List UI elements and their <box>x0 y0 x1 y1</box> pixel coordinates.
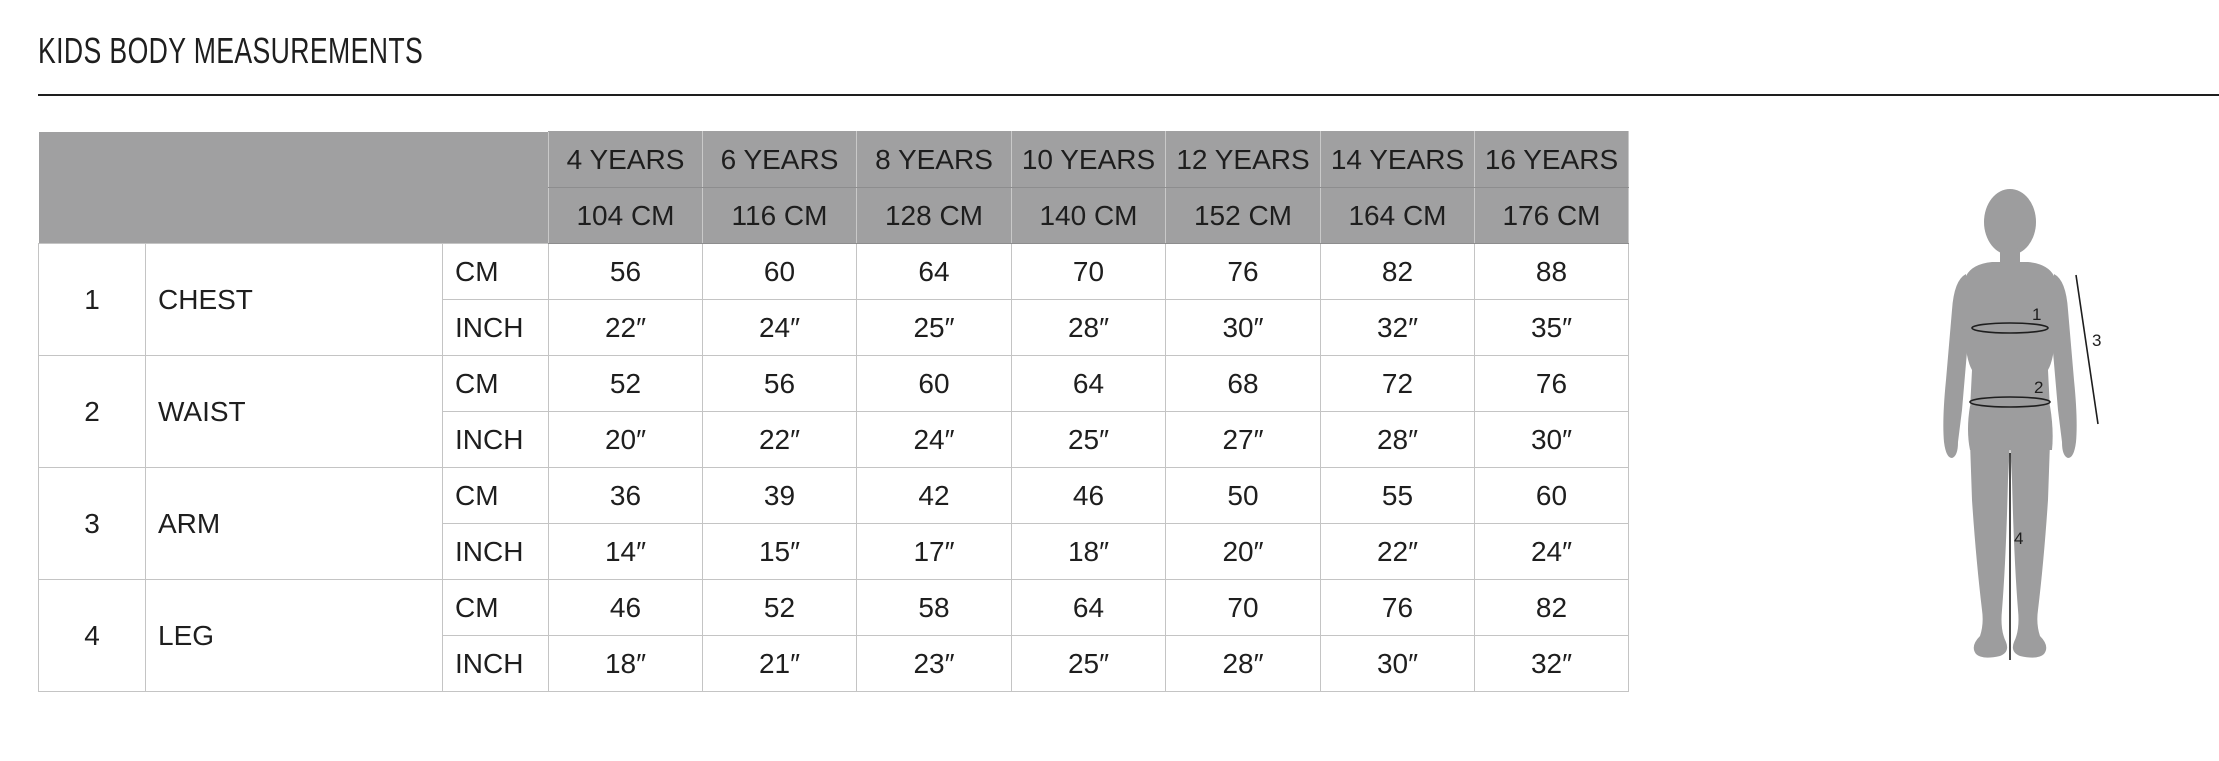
age-header: 16 YEARS <box>1475 132 1629 188</box>
measurement-value: 30″ <box>1475 412 1629 468</box>
age-header-row <box>39 132 1629 188</box>
unit-label: CM <box>443 580 549 636</box>
measurement-value: 64 <box>1012 580 1166 636</box>
unit-label: CM <box>443 244 549 300</box>
measurement-value: 42 <box>857 468 1012 524</box>
measurement-value: 25″ <box>1012 412 1166 468</box>
measurement-value: 50 <box>1166 468 1321 524</box>
age-header: 10 YEARS <box>1012 132 1166 188</box>
height-header: 128 CM <box>857 188 1012 244</box>
measurement-value: 55 <box>1321 468 1475 524</box>
age-header: 14 YEARS <box>1321 132 1475 188</box>
measurement-value: 68 <box>1166 356 1321 412</box>
height-header: 116 CM <box>703 188 857 244</box>
measurement-number: 2 <box>39 356 146 468</box>
leg-marker-label: 4 <box>2014 529 2024 548</box>
page-title: KIDS BODY MEASUREMENTS <box>38 30 424 71</box>
measurement-value: 72 <box>1321 356 1475 412</box>
height-header: 152 CM <box>1166 188 1321 244</box>
measurement-value: 17″ <box>857 524 1012 580</box>
table-row <box>39 244 1629 300</box>
measurement-value: 27″ <box>1166 412 1321 468</box>
measurement-value: 36 <box>549 468 703 524</box>
measurement-value: 20″ <box>1166 524 1321 580</box>
measurement-value: 28″ <box>1321 412 1475 468</box>
measurement-value: 14″ <box>549 524 703 580</box>
measurement-value: 23″ <box>857 636 1012 692</box>
age-header: 6 YEARS <box>703 132 857 188</box>
table-row <box>39 580 1629 636</box>
measurement-value: 70 <box>1166 580 1321 636</box>
measurement-value: 28″ <box>1166 636 1321 692</box>
age-header: 12 YEARS <box>1166 132 1321 188</box>
unit-label: CM <box>443 356 549 412</box>
measurement-name: CHEST <box>146 244 443 356</box>
title-divider <box>38 94 2219 96</box>
measurement-value: 60 <box>703 244 857 300</box>
measurement-value: 76 <box>1321 580 1475 636</box>
height-header: 104 CM <box>549 188 703 244</box>
measurement-value: 60 <box>1475 468 1629 524</box>
measurement-value: 22″ <box>703 412 857 468</box>
measurement-value: 15″ <box>703 524 857 580</box>
arm-marker-label: 3 <box>2092 331 2102 350</box>
header-corner <box>39 132 549 244</box>
measurement-value: 35″ <box>1475 300 1629 356</box>
measurement-value: 20″ <box>549 412 703 468</box>
measurement-value: 70 <box>1012 244 1166 300</box>
measurement-value: 24″ <box>857 412 1012 468</box>
measurement-name: LEG <box>146 580 443 692</box>
unit-label: INCH <box>443 300 549 356</box>
measurement-value: 22″ <box>549 300 703 356</box>
measurement-value: 30″ <box>1166 300 1321 356</box>
height-header: 176 CM <box>1475 188 1629 244</box>
measurement-value: 52 <box>549 356 703 412</box>
height-header: 164 CM <box>1321 188 1475 244</box>
measurement-value: 52 <box>703 580 857 636</box>
table-row <box>39 356 1629 412</box>
measurement-value: 60 <box>857 356 1012 412</box>
measurement-value: 32″ <box>1321 300 1475 356</box>
measurement-value: 56 <box>549 244 703 300</box>
measurement-number: 1 <box>39 244 146 356</box>
measurement-value: 25″ <box>1012 636 1166 692</box>
measurement-value: 76 <box>1475 356 1629 412</box>
measurement-value: 21″ <box>703 636 857 692</box>
measurement-value: 76 <box>1166 244 1321 300</box>
age-header: 4 YEARS <box>549 132 703 188</box>
measurement-value: 18″ <box>549 636 703 692</box>
measurement-value: 58 <box>857 580 1012 636</box>
unit-label: INCH <box>443 636 549 692</box>
waist-marker-label: 2 <box>2034 378 2044 397</box>
measurement-value: 39 <box>703 468 857 524</box>
measurement-value: 46 <box>1012 468 1166 524</box>
measurement-number: 3 <box>39 468 146 580</box>
measurement-value: 28″ <box>1012 300 1166 356</box>
measurement-value: 88 <box>1475 244 1629 300</box>
child-body-figure-icon <box>1930 180 2110 680</box>
unit-label: INCH <box>443 524 549 580</box>
measurements-table <box>38 131 1629 692</box>
unit-label: INCH <box>443 412 549 468</box>
measurement-value: 56 <box>703 356 857 412</box>
measurement-value: 24″ <box>1475 524 1629 580</box>
measurement-value: 18″ <box>1012 524 1166 580</box>
unit-label: CM <box>443 468 549 524</box>
measurement-value: 30″ <box>1321 636 1475 692</box>
table-row <box>39 468 1629 524</box>
measurement-value: 24″ <box>703 300 857 356</box>
measurement-value: 32″ <box>1475 636 1629 692</box>
measurement-value: 64 <box>1012 356 1166 412</box>
measurement-value: 25″ <box>857 300 1012 356</box>
measurement-value: 82 <box>1321 244 1475 300</box>
measurement-value: 82 <box>1475 580 1629 636</box>
measurement-name: WAIST <box>146 356 443 468</box>
measurement-number: 4 <box>39 580 146 692</box>
height-header: 140 CM <box>1012 188 1166 244</box>
measurement-value: 22″ <box>1321 524 1475 580</box>
measurement-value: 64 <box>857 244 1012 300</box>
chest-marker-label: 1 <box>2032 305 2042 324</box>
measurement-value: 46 <box>549 580 703 636</box>
age-header: 8 YEARS <box>857 132 1012 188</box>
measurement-name: ARM <box>146 468 443 580</box>
